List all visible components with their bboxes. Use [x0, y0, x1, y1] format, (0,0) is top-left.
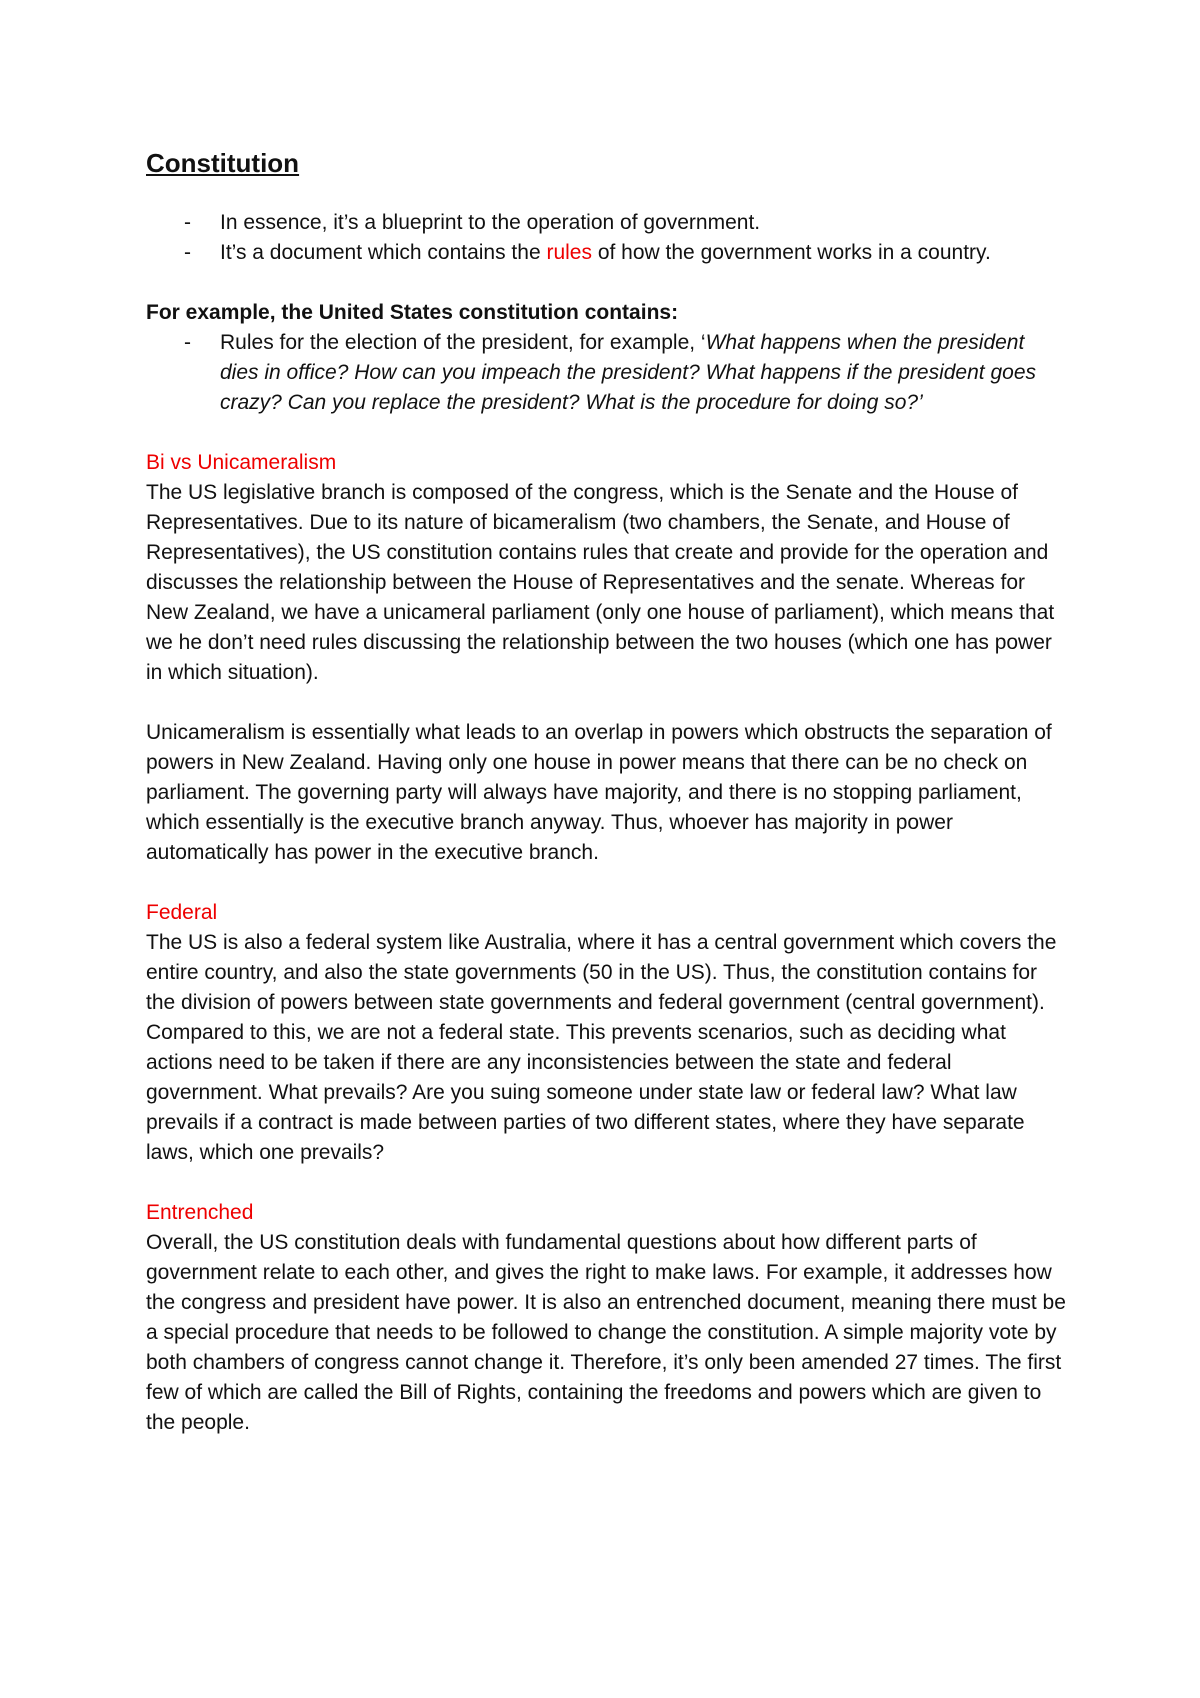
- paragraph: The US legislative branch is composed of the congress, which is the Senate and the House of Representatives. Due to its nature of bicameralism (two chambers, the Senate, and House of Representatives), the US constitution contains rules that create and provide for the operation and discusses the relationship between the House of Representatives and the senate. Whereas for New Zealand, we have a unicameral parliament (only one house of parliament), which means that we he don’t need rules discussing the relationship between the two houses (which one has power in which situation).: [146, 481, 1055, 684]
- list-item: [146, 238, 1066, 268]
- bullet-text-start: It’s a document which contains the: [220, 241, 547, 264]
- section-heading-federal: Federal: [146, 901, 218, 924]
- section-heading-entrenched: Entrenched: [146, 1201, 254, 1224]
- paragraph: The US is also a federal system like Australia, where it has a central government which covers the entire country, and also the state governments (50 in the US). Thus, the constitution contains for the division of powers between state governments and federal government (central government). Compared to this, we are not a federal state. This prevents scenarios, such as deciding what actions need to be taken if there are any inconsistencies between the state and federal government. What prevails? Are you suing someone under state law or federal law? What law prevails if a contract is made between parties of two different states, where they have separate laws, which one prevails?: [146, 931, 1057, 1164]
- document-page: [146, 146, 1066, 1438]
- bullet-text-start: Rules for the election of the president, for example, ‘: [220, 331, 706, 354]
- bullet-dash: -: [184, 211, 191, 234]
- spacer: [146, 688, 1066, 718]
- bullet-dash: -: [184, 331, 191, 354]
- paragraph: Unicameralism is essentially what leads to an overlap in powers which obstructs the separation of powers in New Zealand. Having only one house in power means that there can be no check on parliament. The governing party will always have majority, and there is no stopping parliament, which essentially is the executive branch anyway. Thus, whoever has majority in power automatically has power in the executive branch.: [146, 721, 1052, 864]
- bullet-dash: -: [184, 241, 191, 264]
- page-title: Constitution: [146, 148, 300, 178]
- highlighted-word: rules: [546, 241, 592, 264]
- example-bullet-list: [146, 328, 1066, 418]
- bullet-italic-questions: What happens when the president dies in office? How can you impeach the president? What happens if the president goes crazy? Can you replace the president? What is the procedure for doing so?’: [220, 331, 1036, 414]
- section-heading-bicameral: Bi vs Unicameralism: [146, 451, 337, 474]
- bullet-text: In essence, it’s a blueprint to the operation of government.: [220, 211, 761, 234]
- list-item: [146, 328, 1066, 418]
- bullet-text-end: of how the government works in a country.: [592, 241, 991, 264]
- list-item: [146, 208, 1066, 238]
- intro-bullet-list: [146, 208, 1066, 268]
- paragraph: Overall, the US constitution deals with fundamental questions about how different parts of government relate to each other, and gives the right to make laws. For example, it addresses how the congress and president have power. It is also an entrenched document, meaning there must be a special procedure that needs to be followed to change the constitution. A simple majority vote by both chambers of congress cannot change it. Therefore, it’s only been amended 27 times. The first few of which are called the Bill of Rights, containing the freedoms and powers which are given to the people.: [146, 1231, 1066, 1434]
- example-heading: For example, the United States constitution contains:: [146, 301, 679, 324]
